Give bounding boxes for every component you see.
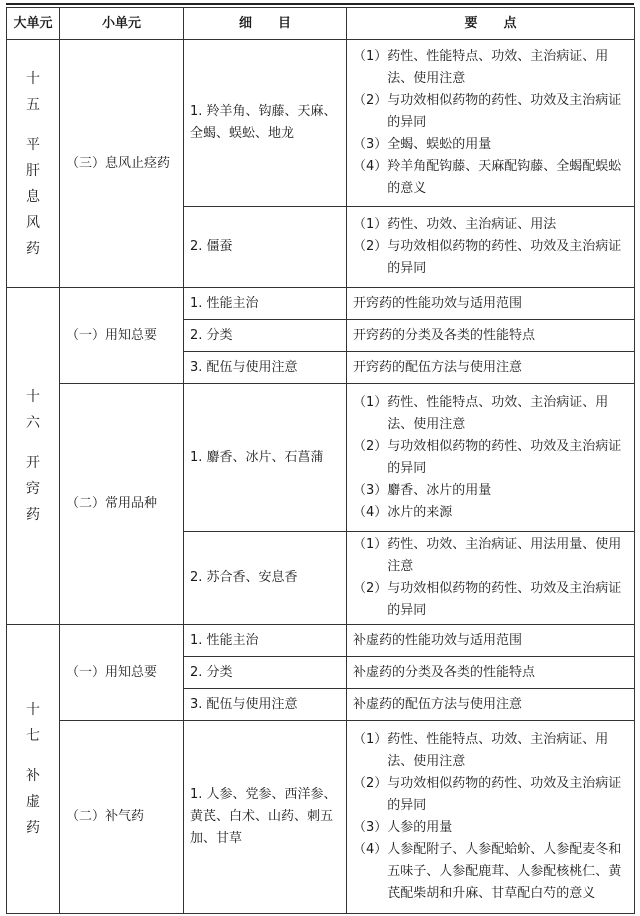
table-row xyxy=(7,625,635,657)
key-points-cell xyxy=(347,689,635,721)
key-point: （3） 人参的用量 xyxy=(353,820,453,835)
header-minor-unit: 小单元 xyxy=(60,8,184,40)
major-unit-char: 开 xyxy=(26,455,40,471)
key-points-cell xyxy=(347,625,635,657)
detail-cell: 1. 羚羊角、钩藤、天麻、全蝎、蜈蚣、地龙 xyxy=(184,40,347,207)
key-points-cell xyxy=(347,721,635,914)
key-points-cell xyxy=(347,352,635,384)
key-points-cell xyxy=(347,384,635,532)
major-unit-char: 十 xyxy=(26,70,40,87)
key-point: （2） 与功效相似药物的药性、功效及主治病证的异同 xyxy=(353,239,622,276)
major-unit-char: 十 xyxy=(26,702,40,718)
major-unit-char: 风 xyxy=(26,214,40,231)
table-row xyxy=(7,40,635,207)
header-major-unit: 大单元 xyxy=(7,8,60,40)
header-key-points: 要 点 xyxy=(347,8,635,40)
minor-unit-cell: （一）用知总要 xyxy=(60,625,184,721)
major-unit-char: 肝 xyxy=(26,162,40,179)
key-point: 开窍药的配伍方法与使用注意 xyxy=(353,359,523,375)
detail-cell: 2. 分类 xyxy=(184,657,347,689)
minor-unit-cell: （二）常用品种 xyxy=(60,384,184,625)
major-unit-char: 十 xyxy=(26,389,40,405)
key-point: （1） 药性、性能特点、功效、主治病证、用法、使用注意 xyxy=(353,49,609,86)
major-unit-char: 六 xyxy=(26,415,40,431)
key-point: （1） 药性、功效、主治病证、用法用量、使用注意 xyxy=(353,537,622,574)
key-points-cell xyxy=(347,657,635,689)
major-unit-char: 息 xyxy=(26,188,40,205)
table-row xyxy=(7,384,635,532)
header-detail: 细 目 xyxy=(184,8,347,40)
key-point: 开窍药的性能功效与适用范围 xyxy=(353,295,523,311)
key-point: （2） 与功效相似药物的药性、功效及主治病证的异同 xyxy=(353,93,622,130)
detail-cell: 3. 配伍与使用注意 xyxy=(184,352,347,384)
detail-cell: 1. 性能主治 xyxy=(184,625,347,657)
key-points-cell xyxy=(347,40,635,207)
key-points-cell xyxy=(347,207,635,288)
minor-unit-cell: （一）用知总要 xyxy=(60,288,184,384)
major-unit-char: 窍 xyxy=(26,481,40,497)
top-rule xyxy=(6,3,634,5)
major-unit-char: 药 xyxy=(26,240,40,257)
detail-cell: 2. 苏合香、安息香 xyxy=(184,532,347,625)
major-unit-char: 补 xyxy=(26,768,40,784)
key-point: 补虚药的配伍方法与使用注意 xyxy=(353,696,523,712)
detail-cell: 1. 人参、党参、西洋参、黄芪、白术、山药、刺五加、甘草 xyxy=(184,721,347,914)
major-unit-cell xyxy=(7,40,60,288)
detail-cell: 1. 麝香、冰片、石菖蒲 xyxy=(184,384,347,532)
syllabus-table xyxy=(6,7,635,914)
table-row xyxy=(7,288,635,320)
key-point: （3） 全蝎、蜈蚣的用量 xyxy=(353,137,492,152)
key-point: （1） 药性、性能特点、功效、主治病证、用法、使用注意 xyxy=(353,732,609,769)
major-unit-char: 药 xyxy=(26,820,40,836)
major-unit-char: 虚 xyxy=(26,794,40,810)
key-points-cell xyxy=(347,320,635,352)
key-point: 开窍药的分类及各类的性能特点 xyxy=(353,327,536,343)
major-unit-char: 七 xyxy=(26,728,40,744)
key-point: （4） 冰片的来源 xyxy=(353,504,453,520)
major-unit-cell xyxy=(7,625,60,914)
key-point: 补虚药的分类及各类的性能特点 xyxy=(353,664,536,680)
major-unit-cell xyxy=(7,288,60,625)
header-row xyxy=(7,8,635,40)
key-point: （1） 药性、功效、主治病证、用法 xyxy=(353,217,557,232)
key-point: （2） 与功效相似药物的药性、功效及主治病证的异同 xyxy=(353,581,622,618)
major-unit-char: 平 xyxy=(26,136,40,153)
minor-unit-cell: （二）补气药 xyxy=(60,721,184,914)
major-unit-char: 五 xyxy=(26,96,40,113)
key-point: （3） 麝香、冰片的用量 xyxy=(353,482,492,498)
key-point: 补虚药的性能功效与适用范围 xyxy=(353,632,523,648)
key-points-cell xyxy=(347,288,635,320)
minor-unit-cell: （三）息风止痉药 xyxy=(60,40,184,288)
key-point: （4） 人参配附子、人参配蛤蚧、人参配麦冬和五味子、人参配鹿茸、人参配核桃仁、黄芪配柴胡和升麻、甘草配白芍的意义 xyxy=(353,842,622,901)
detail-cell: 3. 配伍与使用注意 xyxy=(184,689,347,721)
detail-cell: 2. 分类 xyxy=(184,320,347,352)
detail-cell: 1. 性能主治 xyxy=(184,288,347,320)
key-point: （1） 药性、性能特点、功效、主治病证、用法、使用注意 xyxy=(353,394,609,432)
detail-cell: 2. 僵蚕 xyxy=(184,207,347,288)
key-point: （4） 羚羊角配钩藤、天麻配钩藤、全蝎配蜈蚣的意义 xyxy=(353,159,622,196)
key-points-cell xyxy=(347,532,635,625)
major-unit-char: 药 xyxy=(26,507,40,523)
table-row xyxy=(7,721,635,914)
key-point: （2） 与功效相似药物的药性、功效及主治病证的异同 xyxy=(353,438,622,476)
key-point: （2） 与功效相似药物的药性、功效及主治病证的异同 xyxy=(353,776,622,813)
